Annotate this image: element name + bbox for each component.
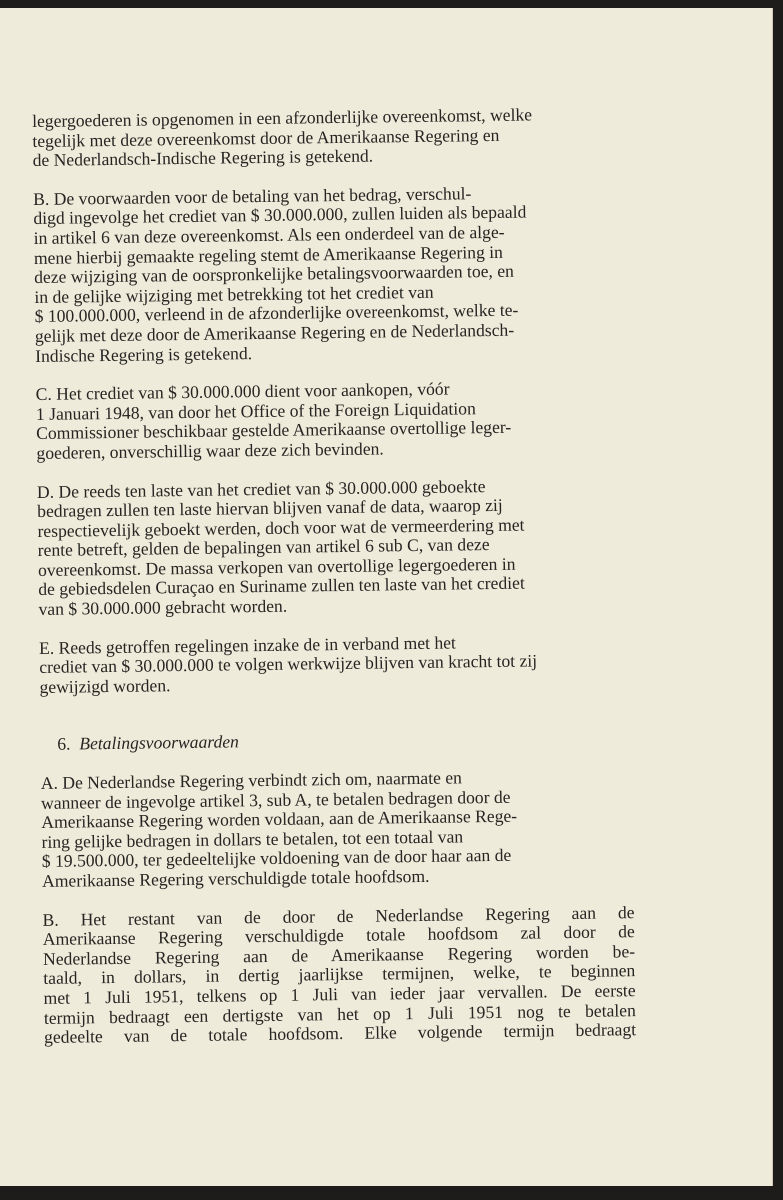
paragraph-6b <box>42 903 636 1048</box>
text-line: digd ingevolge het crediet van $ 30.000.000, zullen luiden als bepaald <box>33 201 527 229</box>
text-line: Nederlandse Regering aan de Amerikaanse Regering worden be- <box>42 940 636 969</box>
text-line: 1 Januari 1948, van door het Office of the Foreign Liquidation <box>35 397 476 424</box>
text-line: gelijk met deze door de Amerikaanse Regering en de Nederlandsch- <box>34 319 515 346</box>
text-line: A. De Nederlandse Regering verbindt zich om, naarmate en <box>40 767 462 793</box>
text-line: Amerikaanse Regering verschuldigde totale hoofdsom zal door de <box>42 921 635 950</box>
text-line: deze wijziging van de oorspronkelijke betalingsvoorwaarden toe, en <box>34 260 515 288</box>
text-line: met 1 Juli 1951, telkens op 1 Juli van ieder jaar vervallen. De eerste <box>43 980 636 1008</box>
paragraph-6a <box>41 766 634 891</box>
text-line: E. Reeds getroffen regelingen inzake de in verband met het <box>38 632 456 658</box>
text-line: rente betreft, gelden de bepalingen van artikel 6 sub C, van deze <box>37 534 490 561</box>
text-line: de gebiedsdelen Curaçao en Suriname zullen ten laste van het crediet <box>38 573 525 600</box>
text-line: tegelijk met deze overeenkomst door de Amerikaanse Regering en <box>32 124 500 151</box>
document-page <box>0 8 773 1186</box>
text-line: gedeelte van de totale hoofdsom. Elke volgende termijn bedraagt <box>43 1019 637 1048</box>
text-line: B. De voorwaarden voor de betaling van het bedrag, verschul- <box>33 183 472 209</box>
text-line: Indische Regering is getekend. <box>35 342 253 366</box>
paragraph-c <box>36 377 629 463</box>
paragraph-intro <box>32 104 625 171</box>
text-line: legergoederen is opgenomen in een afzonderlijke overeenkomst, welke <box>31 104 533 131</box>
text-line: Amerikaanse Regering verschuldigde totale hoofdsom. <box>41 865 430 891</box>
text-line: overeenkomst. De massa verkopen van overtollige legergoederen in <box>37 553 516 580</box>
text-line: respectievelijk geboekt werden, doch voor wat de vermeerdering met <box>37 514 525 541</box>
text-line: $ 100.000.000, verleend in de afzonderlijke overeenkomst, welke te- <box>34 299 519 327</box>
section-number: 6. <box>57 733 71 755</box>
text-line: ring gelijke bedragen in dollars te betalen, tot een totaal van <box>41 826 464 852</box>
paragraph-b <box>33 182 627 366</box>
text-line: van $ 30.000.000 gebracht worden. <box>38 595 288 620</box>
text-line: gewijzigd worden. <box>39 675 171 697</box>
paragraph-d <box>37 475 631 620</box>
text-line: Amerikaanse Regering worden voldaan, aan de Amerikaanse Rege- <box>41 805 518 833</box>
text-line: de Nederlandsch-Indische Regering is getekend. <box>32 145 374 171</box>
text-line: crediet van $ 30.000.000 te volgen werkwijze blijven van kracht tot zij <box>39 650 538 678</box>
text-line: in de gelijke wijziging met betrekking tot het crediet van <box>34 281 434 307</box>
text-line: in artikel 6 van deze overeenkomst. Als een onderdeel van de alge- <box>33 221 505 248</box>
text-line: Commissioner beschikbaar gestelde Amerikaanse overtollige leger- <box>36 417 512 444</box>
page-text <box>32 104 636 1047</box>
text-line: C. Het crediet van $ 30.000.000 dient voor aankopen, vóór <box>35 378 450 405</box>
text-line: B. Het restant van de door de Nederlandse Regering aan de <box>42 901 635 930</box>
text-line: wanneer de ingevolge artikel 3, sub A, te betalen bedragen door de <box>40 786 511 813</box>
text-line: mene hierbij gemaakte regeling stemt de Amerikaanse Regering in <box>33 241 504 268</box>
section-title: Betalingsvoorwaarden <box>79 731 240 754</box>
text-line: termijn bedraagt een dertigste van het op 1 Juli 1951 nog te betalen <box>43 999 636 1028</box>
text-line: $ 19.500.000, ter gedeeltelijke voldoening van de door haar aan de <box>41 845 512 872</box>
text-line: D. De reeds ten laste van het crediet van $ 30.000.000 geboekte <box>36 475 486 502</box>
text-line: taald, in dollars, in dertig jaarlijkse termijnen, welke, te beginnen <box>43 960 636 989</box>
text-line: goederen, onverschillig waar deze zich bevinden. <box>36 438 384 463</box>
text-line: bedragen zullen ten laste hiervan blijven vanaf de data, waarop zij <box>37 494 503 522</box>
paragraph-e <box>39 631 632 698</box>
